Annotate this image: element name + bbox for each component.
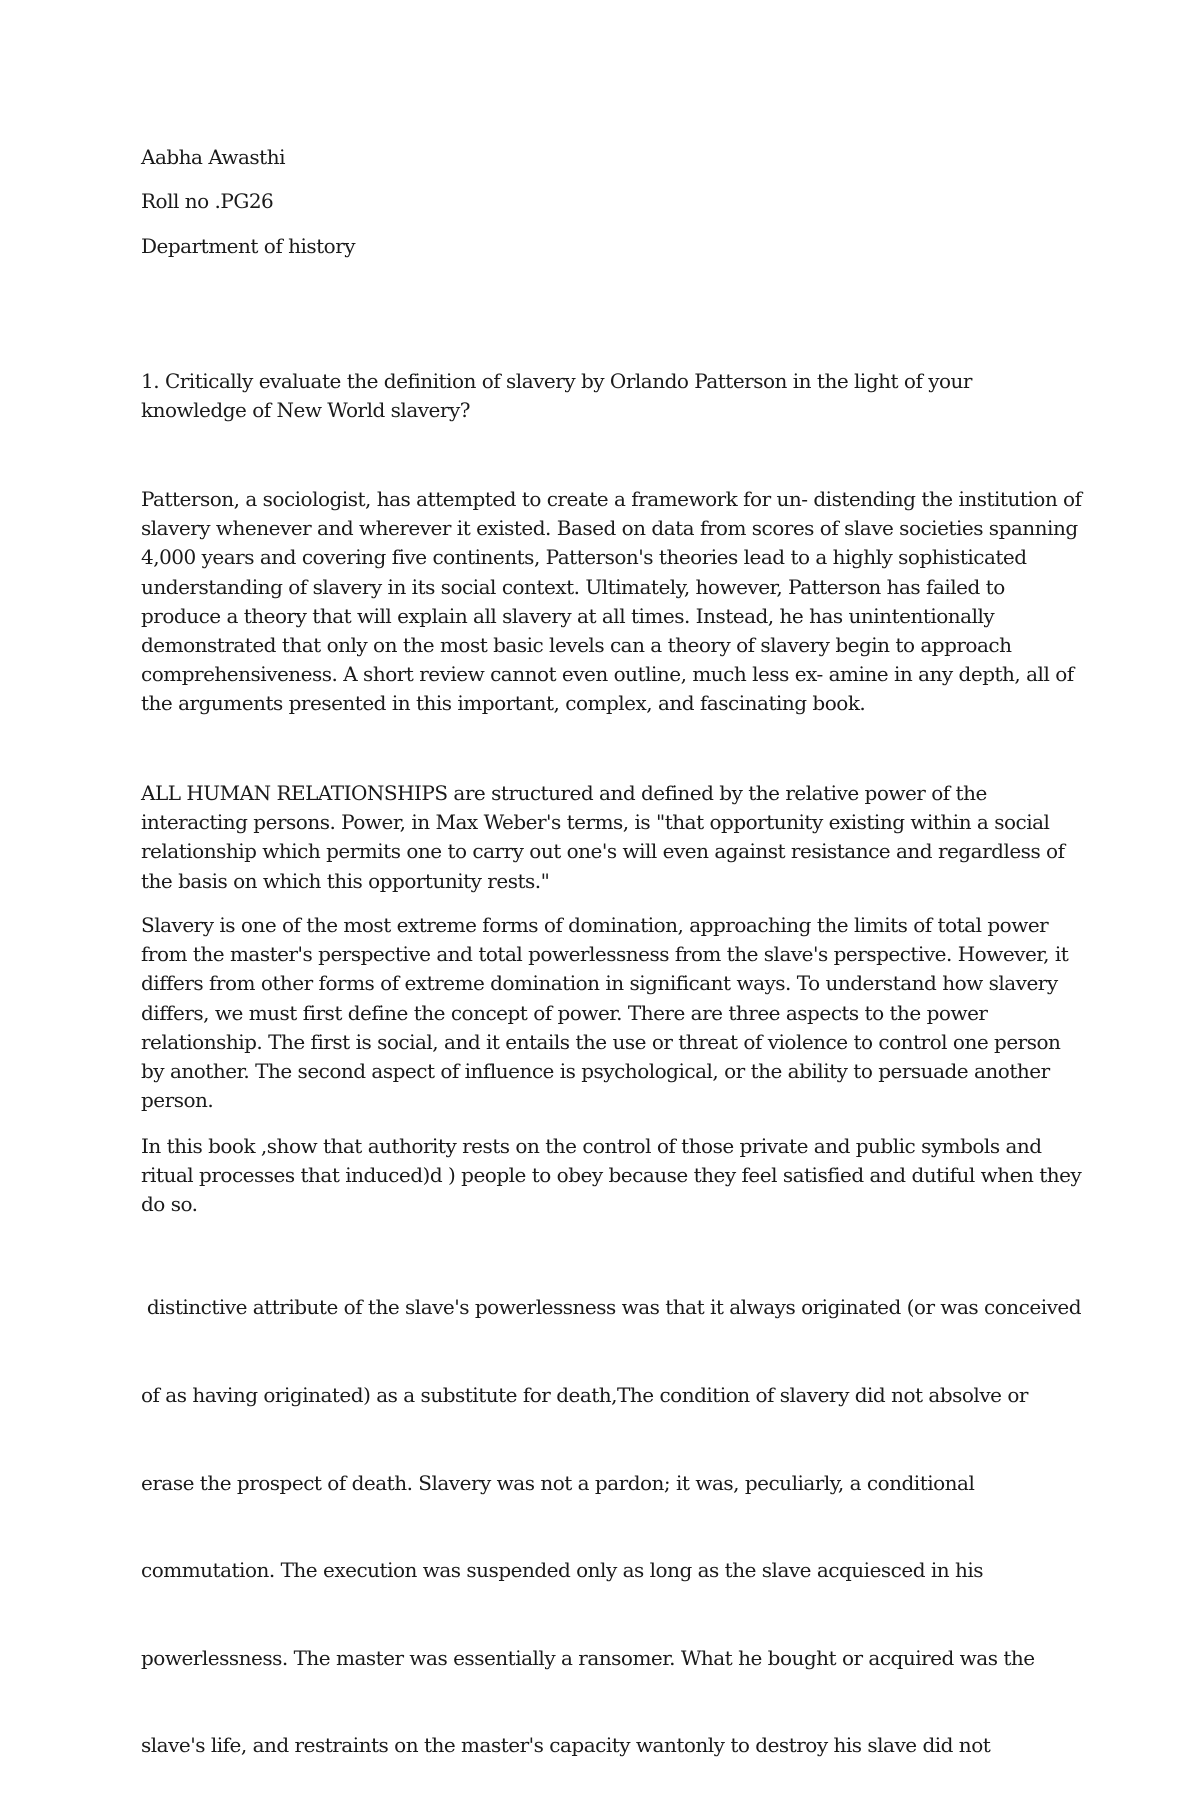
department: Department of history (141, 234, 356, 258)
paragraph-line: Slavery is one of the most extreme forms of domination, approaching the limits of total power (141, 913, 1049, 937)
paragraph-line: differs from other forms of extreme domination in significant ways. To understand how slavery (141, 971, 1058, 996)
paragraph-line: slavery whenever and wherever it existed. Based on data from scores of slave societies spanning (141, 516, 1078, 541)
paragraph-line: relationship. The first is social, and it entails the use or threat of violence to control one person (141, 1029, 1061, 1054)
paragraph-line: of as having originated) as a substitute for death,The condition of slavery did not absolve or (141, 1383, 1028, 1408)
paragraph-line: the basis on which this opportunity rests." (141, 868, 550, 893)
paragraph-line: relationship which permits one to carry out one's will even against resistance and regardless of (141, 839, 1065, 864)
paragraph-line: erase the prospect of death. Slavery was not a pardon; it was, peculiarly, a conditional (141, 1470, 975, 1495)
paragraph-line: comprehensiveness. A short review cannot even outline, much less ex- amine in any depth, all of (141, 662, 1074, 687)
paragraph-line: 4,000 years and covering five continents, Patterson's theories lead to a highly sophisticated (141, 545, 1027, 570)
question-line: knowledge of New World slavery? (141, 398, 470, 423)
paragraph-line: by another. The second aspect of influence is psychological, or the ability to persuade another (141, 1059, 1050, 1084)
paragraph-line: Patterson, a sociologist, has attempted to create a framework for un- distending the institution of (141, 487, 1082, 511)
question (141, 367, 972, 425)
roll-number: Roll no .PG26 (141, 189, 274, 213)
paragraph-line: do so. (141, 1192, 198, 1217)
paragraph-line: from the master's perspective and total powerlessness from the slave's perspective. However, it (141, 942, 1069, 967)
paragraph-2 (141, 779, 1065, 896)
paragraph-line: powerlessness. The master was essentially a ransomer. What he bought or acquired was the (141, 1645, 1035, 1670)
author-name: Aabha Awasthi (141, 145, 285, 169)
paragraph-line: understanding of slavery in its social context. Ultimately, however, Patterson has failed to (141, 574, 1005, 599)
paragraph-line: the arguments presented in this important, complex, and fascinating book. (141, 691, 866, 716)
paragraph-line: ritual processes that induced)d ) people to obey because they feel satisfied and dutiful when they (141, 1163, 1082, 1188)
paragraph-line: demonstrated that only on the most basic levels can a theory of slavery begin to approach (141, 633, 1012, 658)
paragraph-4 (141, 1132, 1081, 1220)
question-line: 1. Critically evaluate the definition of slavery by Orlando Patterson in the light of your (141, 369, 972, 393)
paragraph-line: person. (141, 1088, 214, 1113)
paragraph-line: distinctive attribute of the slave's powerlessness was that it always originated (or was conceived (141, 1295, 1082, 1320)
paragraph-1 (141, 485, 1082, 719)
paragraph-line: ALL HUMAN RELATIONSHIPS are structured and defined by the relative power of the (141, 781, 987, 805)
paragraph-line: differs, we must first define the concept of power. There are three aspects to the power (141, 1000, 988, 1025)
paragraph-line: slave's life, and restraints on the master's capacity wantonly to destroy his slave did not (141, 1733, 991, 1758)
paragraph-line: interacting persons. Power, in Max Weber's terms, is "that opportunity existing within a social (141, 810, 1050, 835)
paragraph-line: commutation. The execution was suspended only as long as the slave acquiesced in his (141, 1558, 984, 1583)
paragraph-5 (141, 1235, 1081, 1819)
paragraph-3 (141, 911, 1068, 1115)
paragraph-line: In this book ,show that authority rests on the control of those private and public symbols and (141, 1134, 1042, 1158)
paragraph-line: produce a theory that will explain all slavery at all times. Instead, he has unintentionally (141, 603, 995, 628)
